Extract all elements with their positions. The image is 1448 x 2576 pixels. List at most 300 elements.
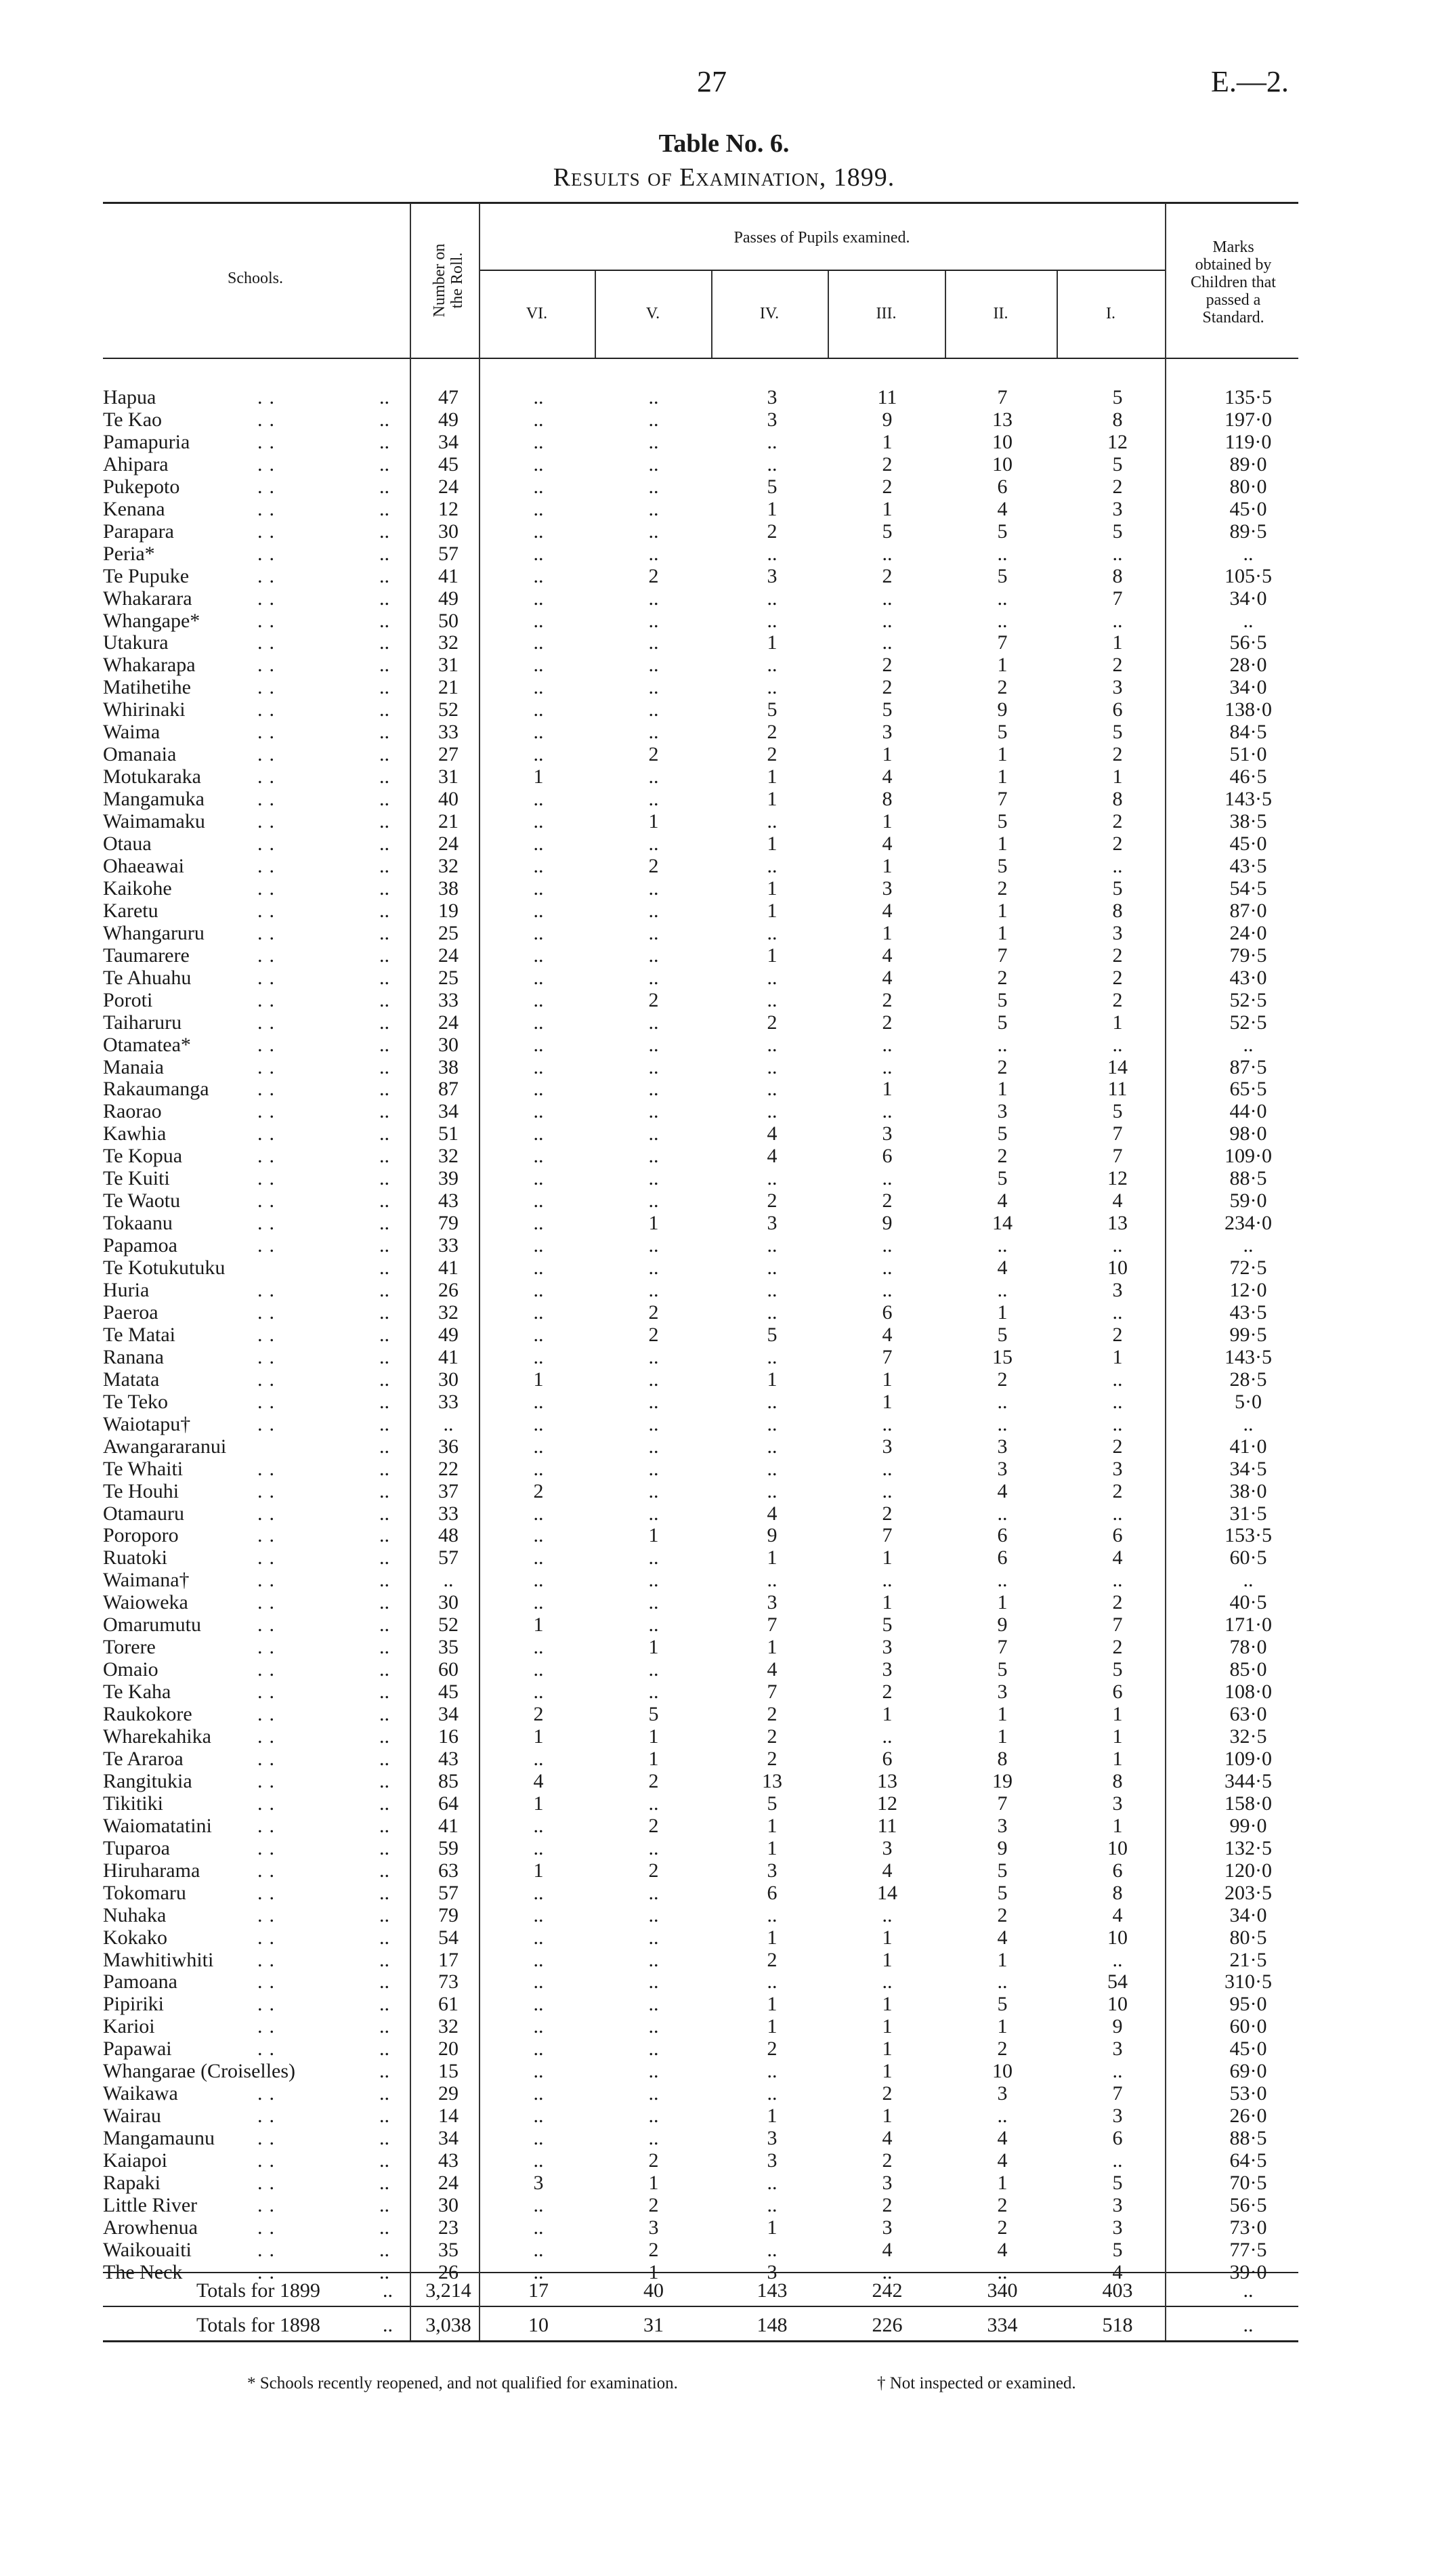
leader-dots: .. [379, 1279, 389, 1301]
passes-iv: 2 [767, 2037, 778, 2060]
leader-dots: .. [257, 2037, 281, 2060]
marks-value: 99·0 [1229, 1815, 1267, 1837]
roll-count: 21 [438, 810, 459, 832]
table-row [0, 1325, 1448, 1345]
passes-i: 8 [1112, 788, 1123, 810]
table-row [0, 455, 1448, 474]
leader-dots: .. [379, 1324, 389, 1346]
table-row [0, 2218, 1448, 2237]
passes-iii: 4 [882, 1859, 893, 1882]
passes-i: 7 [1112, 587, 1123, 610]
school-name: Mangamaunu [103, 2127, 215, 2149]
roll-count: 25 [438, 922, 459, 944]
passes-i: 3 [1112, 2037, 1123, 2060]
passes-i: 6 [1112, 1524, 1123, 1546]
passes-i: .. [1112, 1413, 1123, 1435]
leader-dots: .. [379, 1703, 389, 1725]
roll-count: 24 [438, 476, 459, 498]
leader-dots: .. [379, 1056, 389, 1078]
marks-value: 54·5 [1229, 877, 1267, 900]
passes-v: .. [648, 1949, 659, 1971]
table-row [0, 1035, 1448, 1055]
leader-dots: .. [257, 1346, 281, 1368]
passes-iii: 1 [882, 1993, 893, 2015]
passes-vi: 2 [533, 1480, 544, 1502]
passes-v: .. [648, 476, 659, 498]
passes-iii: 3 [882, 1435, 893, 1458]
passes-iii: .. [882, 1257, 893, 1279]
table-row [0, 544, 1448, 564]
passes-ii: 15 [992, 1346, 1013, 1368]
table-row [0, 856, 1448, 876]
marks-value: 87·0 [1229, 900, 1267, 922]
marks-value: 60·0 [1229, 2015, 1267, 2037]
leader-dots: .. [257, 721, 281, 743]
leader-dots: .. [379, 2149, 389, 2172]
passes-iv: 2 [767, 743, 778, 765]
table-row [0, 2173, 1448, 2193]
marks-value: 40·5 [1229, 1591, 1267, 1613]
leader-dots: .. [257, 1212, 281, 1234]
passes-vi: .. [533, 431, 544, 453]
roll-count: 39 [438, 1167, 459, 1189]
table-row [0, 1905, 1448, 1925]
passes-i: 2 [1112, 1480, 1123, 1502]
leader-dots: .. [379, 408, 389, 431]
leader-dots: .. [257, 1859, 281, 1882]
passes-iv: 2 [767, 1011, 778, 1034]
passes-iv: 5 [767, 1792, 778, 1815]
leader-dots: .. [379, 2172, 389, 2194]
passes-vi: .. [533, 1546, 544, 1569]
totals-marks: .. [1243, 2279, 1254, 2302]
totals-iii: 242 [872, 2279, 903, 2302]
passes-ii: .. [997, 543, 1008, 565]
passes-iv: 5 [767, 1324, 778, 1346]
passes-v: .. [648, 1279, 659, 1301]
table-row [0, 1994, 1448, 2014]
marks-value: 26·0 [1229, 2105, 1267, 2127]
passes-vi: .. [533, 1435, 544, 1458]
passes-vi: .. [533, 520, 544, 543]
marks-value: 43·0 [1229, 967, 1267, 989]
leader-dots: .. [257, 1122, 281, 1145]
school-name: Otaua [103, 832, 152, 855]
roll-count: 31 [438, 765, 459, 788]
leader-dots: .. [257, 2127, 281, 2149]
passes-iii: 11 [877, 386, 897, 408]
table-row [0, 2240, 1448, 2260]
passes-i: 54 [1107, 1970, 1128, 1993]
school-name: Te Waotu [103, 1189, 181, 1212]
passes-iii: 1 [882, 1591, 893, 1613]
passes-v: .. [648, 1591, 659, 1613]
passes-vi: .. [533, 1636, 544, 1658]
passes-iii: 2 [882, 2149, 893, 2172]
marks-value: 56·5 [1229, 2194, 1267, 2216]
passes-v: .. [648, 832, 659, 855]
marks-value: 310·5 [1225, 1970, 1272, 1993]
passes-ii: 3 [997, 2082, 1008, 2105]
marks-value: 45·0 [1229, 498, 1267, 520]
header-marks: Marks obtained by Children that passed a Standard. [1191, 238, 1276, 326]
passes-iv: 5 [767, 698, 778, 721]
marks-value: .. [1243, 1569, 1254, 1591]
passes-i: 3 [1112, 2105, 1123, 2127]
marks-value: 53·0 [1229, 2082, 1267, 2105]
passes-iv: 1 [767, 2216, 778, 2239]
roll-count: 85 [438, 1770, 459, 1792]
school-name: Karetu [103, 900, 158, 922]
passes-vi: .. [533, 498, 544, 520]
passes-iii: 1 [882, 810, 893, 832]
passes-iv: 4 [767, 1502, 778, 1525]
table-row [0, 1213, 1448, 1233]
roll-count: 73 [438, 1970, 459, 1993]
marks-value: 95·0 [1229, 1993, 1267, 2015]
table-title: Table No. 6. [658, 129, 790, 158]
school-name: Mangamuka [103, 788, 205, 810]
marks-value: 34·5 [1229, 1458, 1267, 1480]
passes-i: 2 [1112, 1435, 1123, 1458]
passes-v: .. [648, 1257, 659, 1279]
roll-count: 30 [438, 2194, 459, 2216]
passes-vi: .. [533, 1279, 544, 1301]
marks-value: 108·0 [1225, 1681, 1272, 1703]
leader-dots: .. [257, 1636, 281, 1658]
passes-vi: .. [533, 2105, 544, 2127]
passes-i: 7 [1112, 1145, 1123, 1167]
passes-vi: .. [533, 1189, 544, 1212]
passes-vi: .. [533, 587, 544, 610]
leader-dots: .. [257, 1770, 281, 1792]
passes-vi: .. [533, 2082, 544, 2105]
leader-dots: .. [379, 1591, 389, 1613]
passes-v: .. [648, 1502, 659, 1525]
marks-value: 84·5 [1229, 721, 1267, 743]
table-top-rule [103, 202, 1298, 204]
leader-dots: .. [257, 1034, 281, 1056]
passes-i: 2 [1112, 743, 1123, 765]
leader-dots: .. [257, 922, 281, 944]
school-name: Tuparoa [103, 1837, 170, 1859]
passes-v: .. [648, 922, 659, 944]
school-name: Kawhia [103, 1122, 167, 1145]
passes-v: .. [648, 1391, 659, 1413]
passes-ii: 1 [997, 765, 1008, 788]
passes-iv: .. [767, 1234, 778, 1257]
school-name: Te Kuiti [103, 1167, 170, 1189]
leader-dots: .. [257, 543, 281, 565]
passes-i: .. [1112, 1502, 1123, 1525]
passes-ii: 14 [992, 1212, 1013, 1234]
totals-iv: 148 [757, 2314, 788, 2336]
passes-i: 3 [1112, 2194, 1123, 2216]
roll-count: 47 [438, 386, 459, 408]
leader-dots: .. [257, 1792, 281, 1815]
passes-vi: .. [533, 1167, 544, 1189]
roll-count: .. [443, 1413, 454, 1435]
school-name: Hapua [103, 386, 156, 408]
marks-value: 80·0 [1229, 476, 1267, 498]
roll-count: 14 [438, 2105, 459, 2127]
leader-dots: .. [379, 2037, 389, 2060]
school-name: Peria* [103, 543, 155, 565]
passes-i: .. [1112, 1949, 1123, 1971]
table-row [0, 1347, 1448, 1367]
leader-dots: .. [257, 408, 281, 431]
passes-vi: .. [533, 1056, 544, 1078]
passes-ii: 1 [997, 743, 1008, 765]
passes-ii: 3 [997, 1435, 1008, 1458]
passes-vi: .. [533, 1837, 544, 1859]
roll-count: 26 [438, 1279, 459, 1301]
table-row [0, 1950, 1448, 1970]
passes-vi: .. [533, 2216, 544, 2239]
passes-v: .. [648, 1569, 659, 1591]
totals-label: Totals for 1899 [196, 2279, 320, 2302]
roll-count: 64 [438, 1792, 459, 1815]
passes-v: .. [648, 1145, 659, 1167]
leader-dots: .. [379, 1926, 389, 1949]
passes-iii: .. [882, 543, 893, 565]
passes-ii: 6 [997, 476, 1008, 498]
leader-dots: .. [257, 1993, 281, 2015]
passes-iii: .. [882, 1279, 893, 1301]
school-name: Te Matai [103, 1324, 176, 1346]
school-name: Hiruharama [103, 1859, 200, 1882]
passes-v: 1 [648, 1725, 659, 1748]
table-row [0, 499, 1448, 519]
table-row [0, 990, 1448, 1010]
passes-v: 2 [648, 2149, 659, 2172]
marks-value: 77·5 [1229, 2239, 1267, 2261]
passes-ii: 5 [997, 565, 1008, 587]
school-name: Matata [103, 1368, 160, 1391]
passes-iv: .. [767, 989, 778, 1011]
passes-v: .. [648, 721, 659, 743]
passes-i: 2 [1112, 476, 1123, 498]
leader-dots: .. [257, 1480, 281, 1502]
school-name: The Neck [103, 2261, 183, 2283]
roll-count: 33 [438, 1234, 459, 1257]
leader-dots: .. [257, 1882, 281, 1904]
passes-iv: 9 [767, 1524, 778, 1546]
passes-v: .. [648, 1056, 659, 1078]
roll-count: 12 [438, 498, 459, 520]
passes-iii: 3 [882, 721, 893, 743]
passes-i: 8 [1112, 1770, 1123, 1792]
passes-i: 5 [1112, 2172, 1123, 2194]
table-row [0, 677, 1448, 697]
roll-count: 40 [438, 788, 459, 810]
table-row [0, 1816, 1448, 1836]
leader-dots: .. [257, 855, 281, 877]
marks-value: 153·5 [1225, 1524, 1272, 1546]
leader-dots: .. [257, 1324, 281, 1346]
marks-value: 32·5 [1229, 1725, 1267, 1748]
roll-count: 34 [438, 1703, 459, 1725]
school-name: Ohaeawai [103, 855, 184, 877]
passes-i: 1 [1112, 765, 1123, 788]
school-name: Te Kao [103, 408, 163, 431]
school-name: Utakura [103, 631, 169, 654]
passes-ii: 1 [997, 1301, 1008, 1324]
passes-i: .. [1112, 610, 1123, 632]
passes-v: .. [648, 967, 659, 989]
marks-value: .. [1243, 1034, 1254, 1056]
passes-iii: 2 [882, 1681, 893, 1703]
passes-iv: 1 [767, 2105, 778, 2127]
table-row [0, 1392, 1448, 1412]
passes-i: 3 [1112, 1792, 1123, 1815]
marks-value: 52·5 [1229, 1011, 1267, 1034]
marks-value: 138·0 [1225, 698, 1272, 721]
leader-dots: .. [257, 1167, 281, 1189]
passes-ii: 5 [997, 1324, 1008, 1346]
leader-dots: .. [257, 520, 281, 543]
totals-ii: 340 [987, 2279, 1018, 2302]
passes-ii: 9 [997, 698, 1008, 721]
passes-iii: .. [882, 1413, 893, 1435]
roll-count: 54 [438, 1926, 459, 1949]
passes-iii: .. [882, 631, 893, 654]
passes-v: 2 [648, 2239, 659, 2261]
leader-dots: .. [257, 1904, 281, 1926]
passes-v: 1 [648, 1212, 659, 1234]
passes-vi: .. [533, 408, 544, 431]
roll-count: 61 [438, 1993, 459, 2015]
leader-dots: .. [379, 1145, 389, 1167]
school-name: Te Pupuke [103, 565, 190, 587]
passes-ii: 10 [992, 431, 1013, 453]
header-iv: IV. [759, 305, 780, 322]
leader-dots: .. [379, 788, 389, 810]
table-row [0, 1057, 1448, 1077]
passes-v: .. [648, 1189, 659, 1212]
table-row [0, 1637, 1448, 1657]
passes-vi: .. [533, 2149, 544, 2172]
passes-i: 2 [1112, 810, 1123, 832]
passes-iii: .. [882, 1100, 893, 1122]
passes-v: .. [648, 1122, 659, 1145]
leader-dots: .. [379, 2194, 389, 2216]
school-name: Te Kopua [103, 1145, 183, 1167]
header-vi: VI. [526, 305, 548, 322]
passes-ii: 2 [997, 2216, 1008, 2239]
passes-iv: 1 [767, 2015, 778, 2037]
passes-i: .. [1112, 1234, 1123, 1257]
leader-dots: .. [379, 1904, 389, 1926]
leader-dots: .. [257, 1748, 281, 1770]
school-name: Whakarara [103, 587, 192, 610]
marks-value: 39·0 [1229, 2261, 1267, 2283]
leader-dots: .. [379, 832, 389, 855]
passes-ii: .. [997, 1569, 1008, 1591]
passes-vi: .. [533, 1234, 544, 1257]
table-row [0, 2039, 1448, 2058]
passes-ii: 10 [992, 2060, 1013, 2082]
passes-i: 6 [1112, 1681, 1123, 1703]
leader-dots: .. [257, 2105, 281, 2127]
passes-iii: 1 [882, 1391, 893, 1413]
table-row [0, 700, 1448, 719]
passes-v: .. [648, 1904, 659, 1926]
passes-i: 7 [1112, 2082, 1123, 2105]
passes-v: .. [648, 498, 659, 520]
passes-vi: .. [533, 1034, 544, 1056]
leader-dots: .. [257, 1546, 281, 1569]
passes-i: 4 [1112, 1189, 1123, 1212]
totals-ii: 334 [987, 2314, 1018, 2336]
page-reference: E.—2. [1211, 65, 1289, 98]
passes-i: 10 [1107, 1837, 1128, 1859]
roll-count: 34 [438, 431, 459, 453]
passes-vi: .. [533, 1413, 544, 1435]
leader-dots: .. [379, 810, 389, 832]
passes-vi: 1 [533, 1859, 544, 1882]
table-row [0, 1570, 1448, 1590]
table-subtitle: Results of Examination, 1899. [553, 163, 895, 192]
passes-iv: 1 [767, 877, 778, 900]
passes-iii: .. [882, 1167, 893, 1189]
passes-iv: .. [767, 2172, 778, 2194]
leader-dots: .. [257, 1413, 281, 1435]
table-row [0, 1704, 1448, 1724]
passes-iv: .. [767, 1167, 778, 1189]
passes-vi: .. [533, 1391, 544, 1413]
passes-iv: 3 [767, 2261, 778, 2283]
passes-i: 1 [1112, 1011, 1123, 1034]
header-passes-group: Passes of Pupils examined. [733, 229, 910, 247]
passes-iv: .. [767, 587, 778, 610]
passes-ii: 5 [997, 810, 1008, 832]
passes-iii: 6 [882, 1301, 893, 1324]
table-row [0, 968, 1448, 988]
roll-count: 43 [438, 1748, 459, 1770]
passes-iv: 1 [767, 944, 778, 967]
leader-dots: .. [257, 2082, 281, 2105]
passes-i: .. [1112, 855, 1123, 877]
table-row [0, 2061, 1448, 2081]
passes-iv: 4 [767, 1122, 778, 1145]
leader-dots: .. [257, 1189, 281, 1212]
passes-iv: .. [767, 1034, 778, 1056]
table-row [0, 1370, 1448, 1389]
marks-value: 41·0 [1229, 1435, 1267, 1458]
passes-v: .. [648, 1658, 659, 1681]
passes-vi: .. [533, 1970, 544, 1993]
passes-ii: 5 [997, 1993, 1008, 2015]
passes-i: 5 [1112, 877, 1123, 900]
passes-iii: 2 [882, 453, 893, 476]
roll-count: 43 [438, 2149, 459, 2172]
marks-value: 46·5 [1229, 765, 1267, 788]
leader-dots: .. [379, 1480, 389, 1502]
passes-ii: 9 [997, 1837, 1008, 1859]
roll-count: 21 [438, 676, 459, 698]
leader-dots: .. [379, 2239, 389, 2261]
passes-ii: .. [997, 1970, 1008, 1993]
roll-count: 34 [438, 1100, 459, 1122]
header-roll-text: Number on the Roll. [431, 243, 466, 318]
roll-count: 34 [438, 2127, 459, 2149]
passes-iv: 1 [767, 1837, 778, 1859]
passes-iii: .. [882, 1569, 893, 1591]
passes-iii: 1 [882, 1368, 893, 1391]
passes-v: 1 [648, 2172, 659, 2194]
passes-iii: 12 [877, 1792, 897, 1815]
